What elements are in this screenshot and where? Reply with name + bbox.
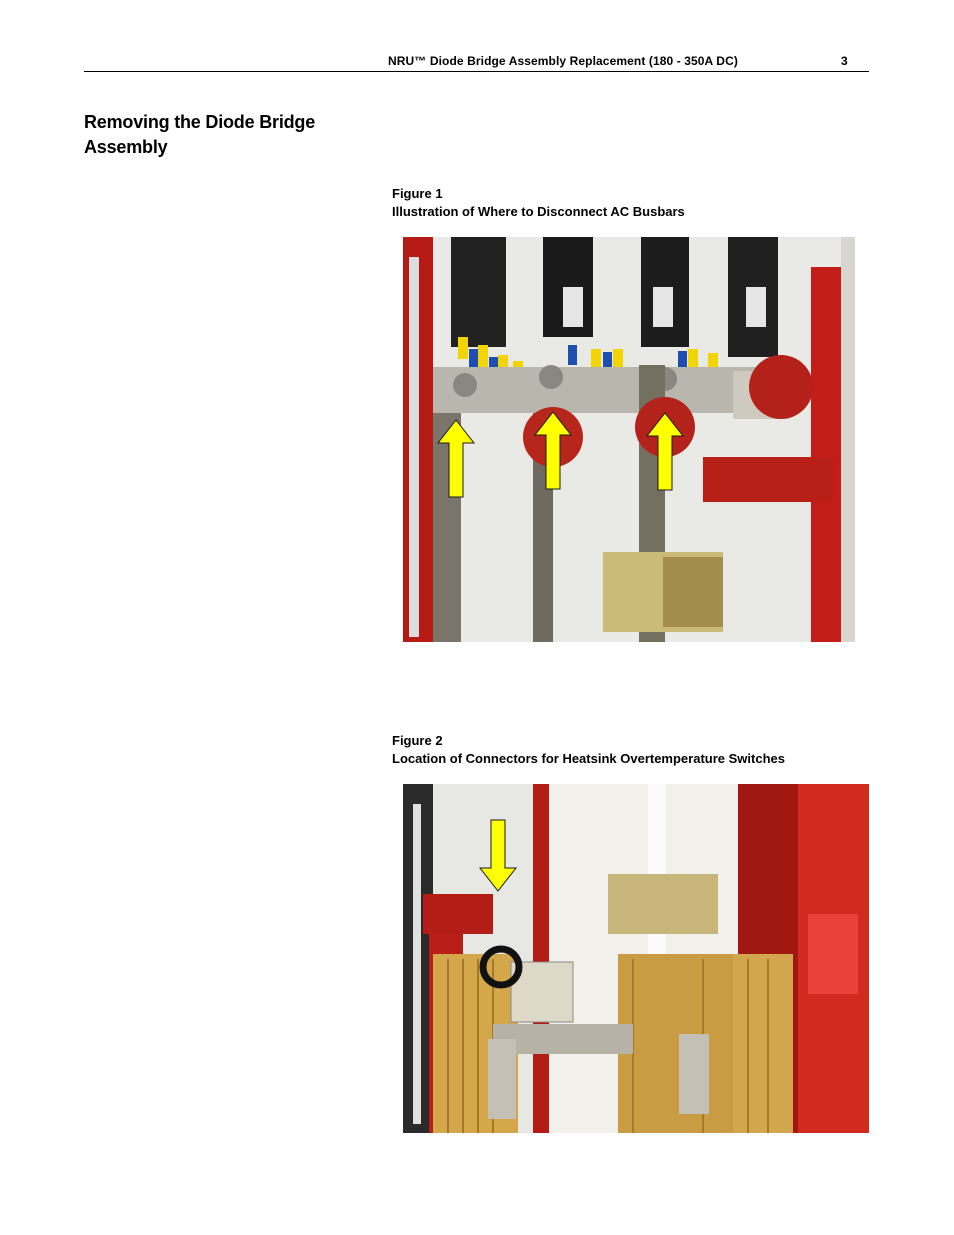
figure-2-label [392,732,785,768]
figure-2-number: Figure 2 [392,733,443,748]
section-title-line-1: Removing the Diode Bridge [84,112,316,132]
figure-1-label [392,185,685,221]
header-title: NRU™ Diode Bridge Assembly Replacement (180 - 350A DC) [388,54,738,68]
page-number: 3 [841,54,848,68]
figure-1-number: Figure 1 [392,186,443,201]
figure-1-caption: Illustration of Where to Disconnect AC Busbars [392,204,685,219]
figure-2-photo [403,784,869,1133]
figure-2-photo-illustration [403,784,869,1133]
section-title [84,110,344,160]
figure-1-photo [403,237,855,642]
figure-2-caption: Location of Connectors for Heatsink Overtemperature Switches [392,751,785,766]
header-rule [84,71,869,72]
section-title-line-2: Assembly [84,137,168,157]
figure-1-photo-illustration [403,237,855,642]
